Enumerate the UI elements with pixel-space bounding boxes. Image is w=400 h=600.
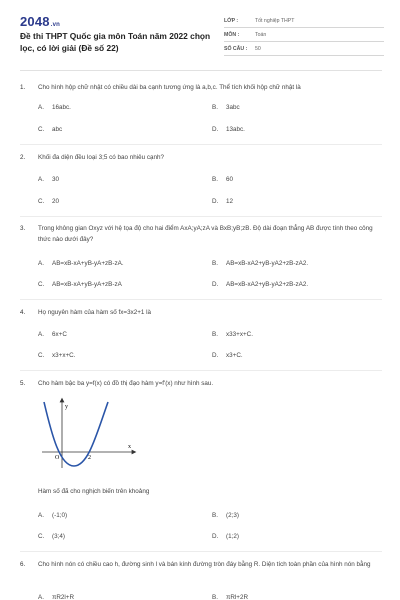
option-b[interactable] (212, 331, 253, 338)
question-2 (20, 152, 380, 163)
option-letter: A. (38, 594, 44, 600)
meta-row-count (224, 42, 384, 56)
meta-value: Tốt nghiệp THPT (255, 17, 295, 24)
site-logo[interactable] (20, 14, 60, 29)
meta-value: 50 (255, 45, 261, 52)
option-text: 12 (226, 198, 234, 205)
option-b[interactable] (212, 176, 233, 183)
option-d[interactable] (212, 198, 233, 205)
option-text: πRl+2R (226, 594, 249, 600)
option-letter: D. (212, 126, 219, 133)
document-title: Đề thi THPT Quốc gia môn Toán năm 2022 chọn lọc, có lời giải (Đề số 22) (20, 31, 211, 53)
option-text: (3;4) (52, 533, 65, 540)
option-text: AB=xB-xA2+yB-yA2+zB-zA2. (226, 281, 309, 288)
option-text: AB=xB-xA+yB-yA+zB-zA (52, 281, 122, 288)
meta-row-class (224, 14, 384, 28)
meta-value: Toán (255, 31, 267, 38)
question-divider (20, 299, 382, 300)
option-c[interactable] (38, 126, 62, 133)
option-text: πR2l+R (52, 594, 75, 600)
question-text: Họ nguyên hàm của hàm số fx=3x2+1 là (38, 309, 152, 316)
tick-label: 2 (88, 455, 91, 461)
question-text: Cho hàm bậc ba y=f(x) có đồ thị đạo hàm y=f'(x) như hình sau. (38, 380, 214, 387)
option-letter: A. (38, 331, 44, 338)
question-subtext: Hàm số đã cho nghịch biến trên khoảng (38, 488, 150, 495)
option-text: x3+C. (226, 352, 243, 359)
option-c[interactable] (38, 352, 75, 359)
question-number: 2. (20, 154, 26, 161)
option-letter: B. (212, 260, 218, 267)
option-letter: B. (212, 176, 218, 183)
option-letter: A. (38, 104, 44, 111)
x-axis-label: x (128, 444, 131, 450)
option-text: x33+x+C. (226, 331, 253, 338)
option-c[interactable] (38, 198, 59, 205)
option-text: (-1;0) (52, 512, 68, 519)
option-d[interactable] (212, 533, 239, 540)
option-a[interactable] (38, 176, 59, 183)
question-divider (20, 551, 382, 552)
option-text: 60 (226, 176, 234, 183)
option-letter: A. (38, 176, 44, 183)
question-text: Trong không gian Oxyz với hệ tọa độ cho hai điểm AxA;yA;zA và BxB;yB;zB. Độ dài đoạn thẳng AB được tính theo công thức nào dưới đây? (38, 225, 373, 243)
option-letter: D. (212, 198, 219, 205)
y-axis-label: y (65, 404, 68, 410)
question-number: 4. (20, 309, 26, 316)
option-text: 13abc. (226, 126, 245, 133)
question-number: 1. (20, 84, 26, 91)
question-text: Cho hình hộp chữ nhật có chiều dài ba cạnh tương ứng là a,b,c. Thể tích khối hộp chữ nhật là (38, 84, 301, 91)
option-d[interactable] (212, 126, 245, 133)
option-a[interactable] (38, 594, 74, 600)
option-b[interactable] (212, 104, 240, 111)
option-letter: C. (38, 198, 45, 205)
logo-main: 2048 (20, 14, 50, 29)
option-b[interactable] (212, 260, 308, 267)
derivative-graph (38, 396, 138, 472)
option-text: 16abc. (52, 104, 71, 111)
option-text: 3abc (226, 104, 240, 111)
option-a[interactable] (38, 260, 124, 267)
option-letter: B. (212, 512, 218, 519)
question-number: 3. (20, 225, 26, 232)
header (0, 0, 400, 70)
option-text: x3+x+C. (52, 352, 76, 359)
origin-label: O (55, 455, 60, 461)
question-6 (20, 559, 380, 570)
question-5 (20, 378, 380, 389)
option-text: AB=xB-xA+yB-yA+zB-zA. (52, 260, 124, 267)
option-letter: B. (212, 104, 218, 111)
option-letter: B. (212, 331, 218, 338)
option-text: AB=xB-xA2+yB-yA2+zB-zA2. (226, 260, 309, 267)
question-divider (20, 370, 382, 371)
option-letter: D. (212, 533, 219, 540)
option-c[interactable] (38, 533, 65, 540)
option-text: 20 (52, 198, 60, 205)
question-divider (20, 216, 382, 217)
question-number: 5. (20, 380, 26, 387)
option-text: (2;3) (226, 512, 239, 519)
meta-key: MÔN : (224, 31, 240, 38)
question-text: Cho hình nón có chiều cao h, đường sinh l và bán kính đường tròn đáy bằng R. Diện tích toàn phần của hình nón bằng (38, 561, 371, 568)
option-b[interactable] (212, 594, 248, 600)
option-a[interactable] (38, 331, 67, 338)
question-divider (20, 144, 382, 145)
option-letter: D. (212, 352, 219, 359)
meta-key: SỐ CÂU : (224, 45, 248, 52)
option-letter: C. (38, 533, 45, 540)
meta-key: LỚP : (224, 17, 239, 24)
option-text: (1;2) (226, 533, 239, 540)
option-letter: C. (38, 281, 45, 288)
option-d[interactable] (212, 352, 243, 359)
option-a[interactable] (38, 104, 71, 111)
question-3 (20, 223, 380, 245)
meta-row-subject (224, 28, 384, 42)
option-letter: C. (38, 126, 45, 133)
option-text: 6x+C (52, 331, 67, 338)
question-4 (20, 307, 380, 318)
option-letter: C. (38, 352, 45, 359)
option-d[interactable] (212, 281, 308, 288)
option-a[interactable] (38, 512, 67, 519)
header-divider (20, 70, 382, 71)
logo-suffix: .vn (50, 22, 61, 28)
option-text: abc (52, 126, 63, 133)
derivative-curve (44, 402, 108, 466)
option-text: 30 (52, 176, 60, 183)
question-text: Khối đa diện đều loại 3;5 có bao nhiêu cạnh? (38, 154, 165, 161)
question-1 (20, 82, 380, 93)
question-number: 6. (20, 561, 26, 568)
option-letter: B. (212, 594, 218, 600)
option-letter: A. (38, 260, 44, 267)
option-letter: D. (212, 281, 219, 288)
option-b[interactable] (212, 512, 239, 519)
option-letter: A. (38, 512, 44, 519)
option-c[interactable] (38, 281, 122, 288)
meta-table (224, 14, 384, 56)
